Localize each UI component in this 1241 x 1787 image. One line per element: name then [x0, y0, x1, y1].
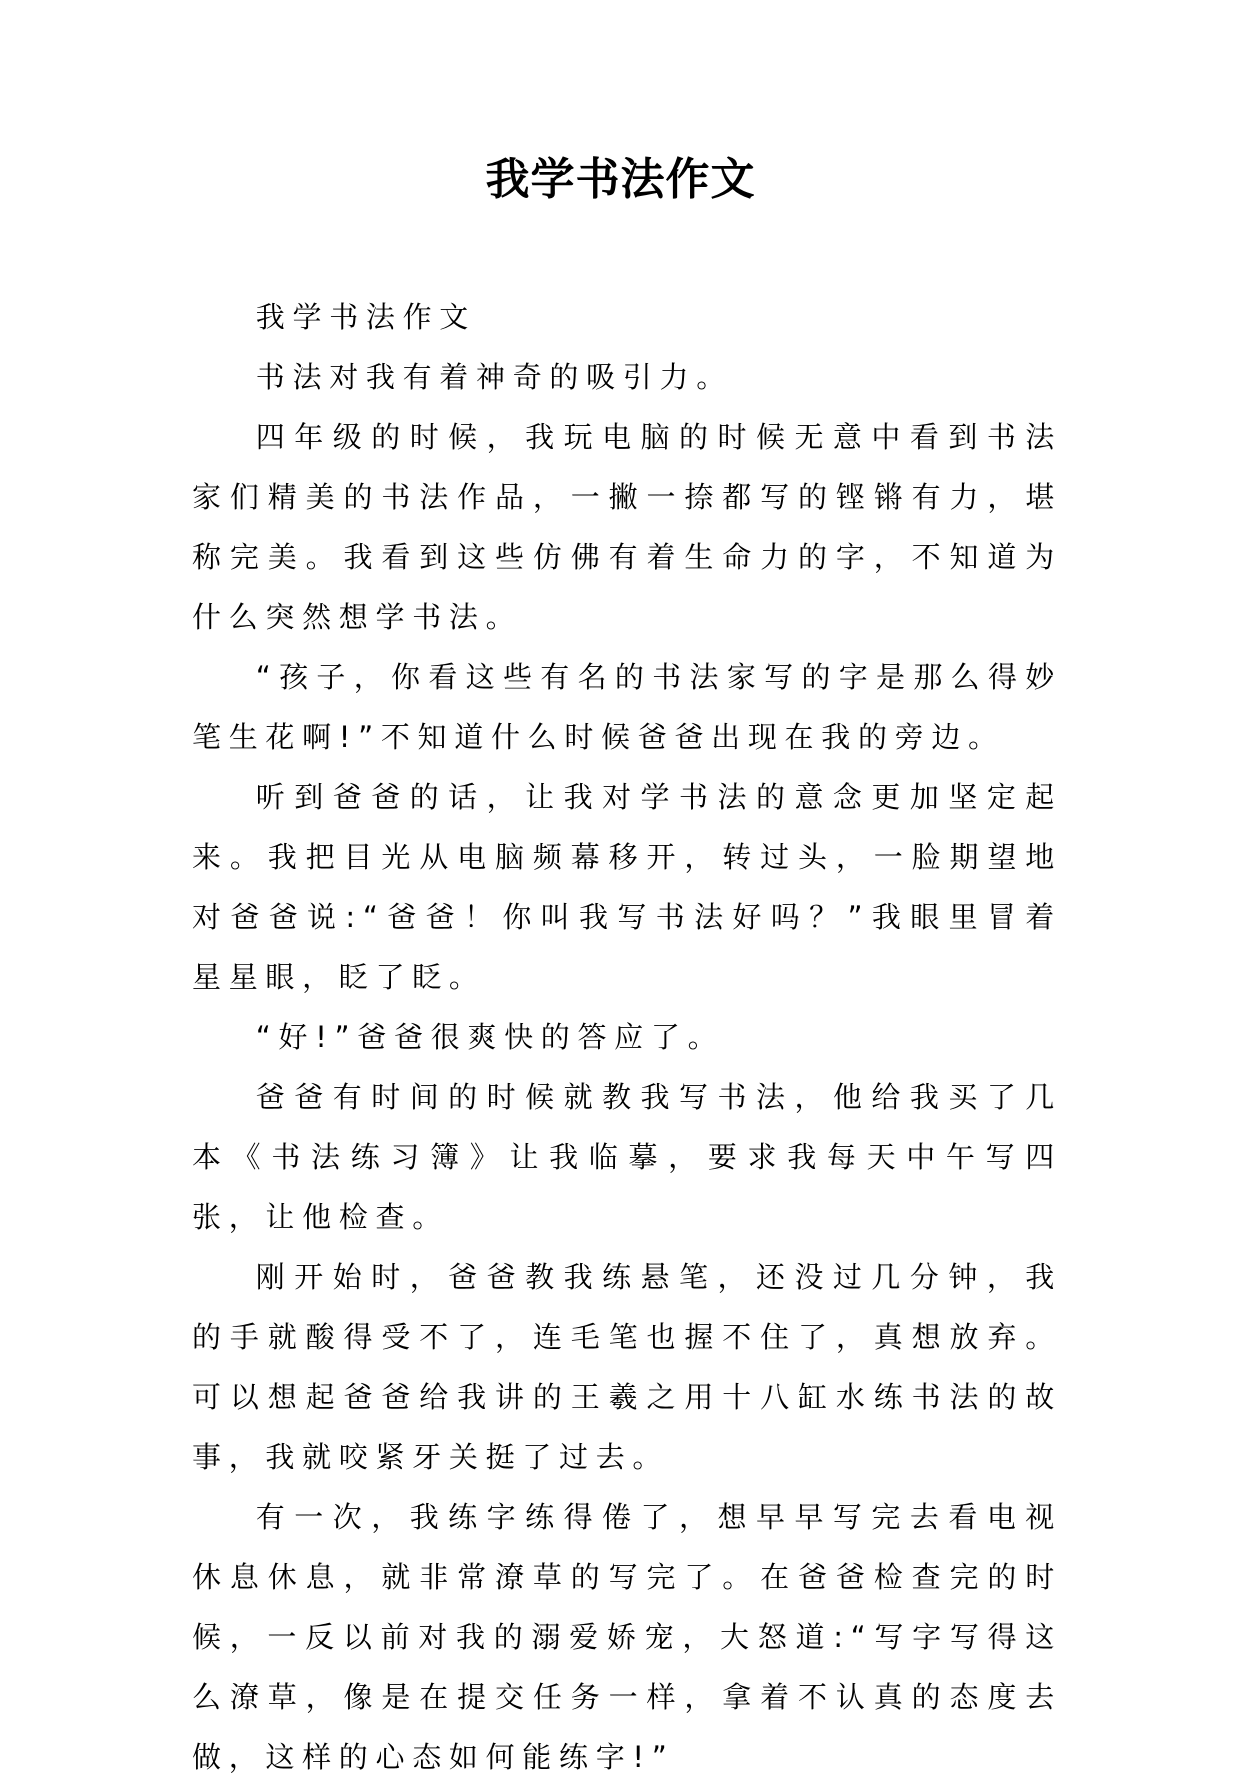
paragraph: 爸爸有时间的时候就教我写书法，他给我买了几本《书法练习簿》让我临摹，要求我每天中午写四张，让他检查。	[192, 1080, 1062, 1234]
document-title: 我学书法作文	[485, 154, 756, 205]
paragraph: 刚开始时，爸爸教我练悬笔，还没过几分钟，我的手就酸得受不了，连毛笔也握不住了，真想放弃。可以想起爸爸给我讲的王羲之用十八缸水练书法的故事，我就咬紧牙关挺了过去。	[192, 1260, 1062, 1474]
document-body	[192, 287, 1062, 1787]
paragraph: 听到爸爸的话，让我对学书法的意念更加坚定起来。我把目光从电脑频幕移开，转过头，一脸期望地对爸爸说:“爸爸！你叫我写书法好吗？”我眼里冒着星星眼，眨了眨。	[192, 780, 1062, 994]
paragraph: 我学书法作文	[255, 300, 476, 334]
paragraph: 有一次，我练字练得倦了，想早早写完去看电视休息休息，就非常潦草的写完了。在爸爸检查完的时候，一反以前对我的溺爱娇宠，大怒道:“写字写得这么潦草，像是在提交任务一样，拿着不认真的态度去做，这样的心态如何能练字!”	[192, 1500, 1062, 1774]
paragraph: “孩子，你看这些有名的书法家写的字是那么得妙笔生花啊!”不知道什么时候爸爸出现在我的旁边。	[192, 660, 1062, 754]
paragraph: “好!”爸爸很爽快的答应了。	[255, 1020, 725, 1054]
paragraph: 书法对我有着神奇的吸引力。	[255, 360, 733, 394]
paragraph: 四年级的时候，我玩电脑的时候无意中看到书法家们精美的书法作品，一撇一捺都写的铿锵有力，堪称完美。我看到这些仿佛有着生命力的字，不知道为什么突然想学书法。	[192, 420, 1062, 634]
